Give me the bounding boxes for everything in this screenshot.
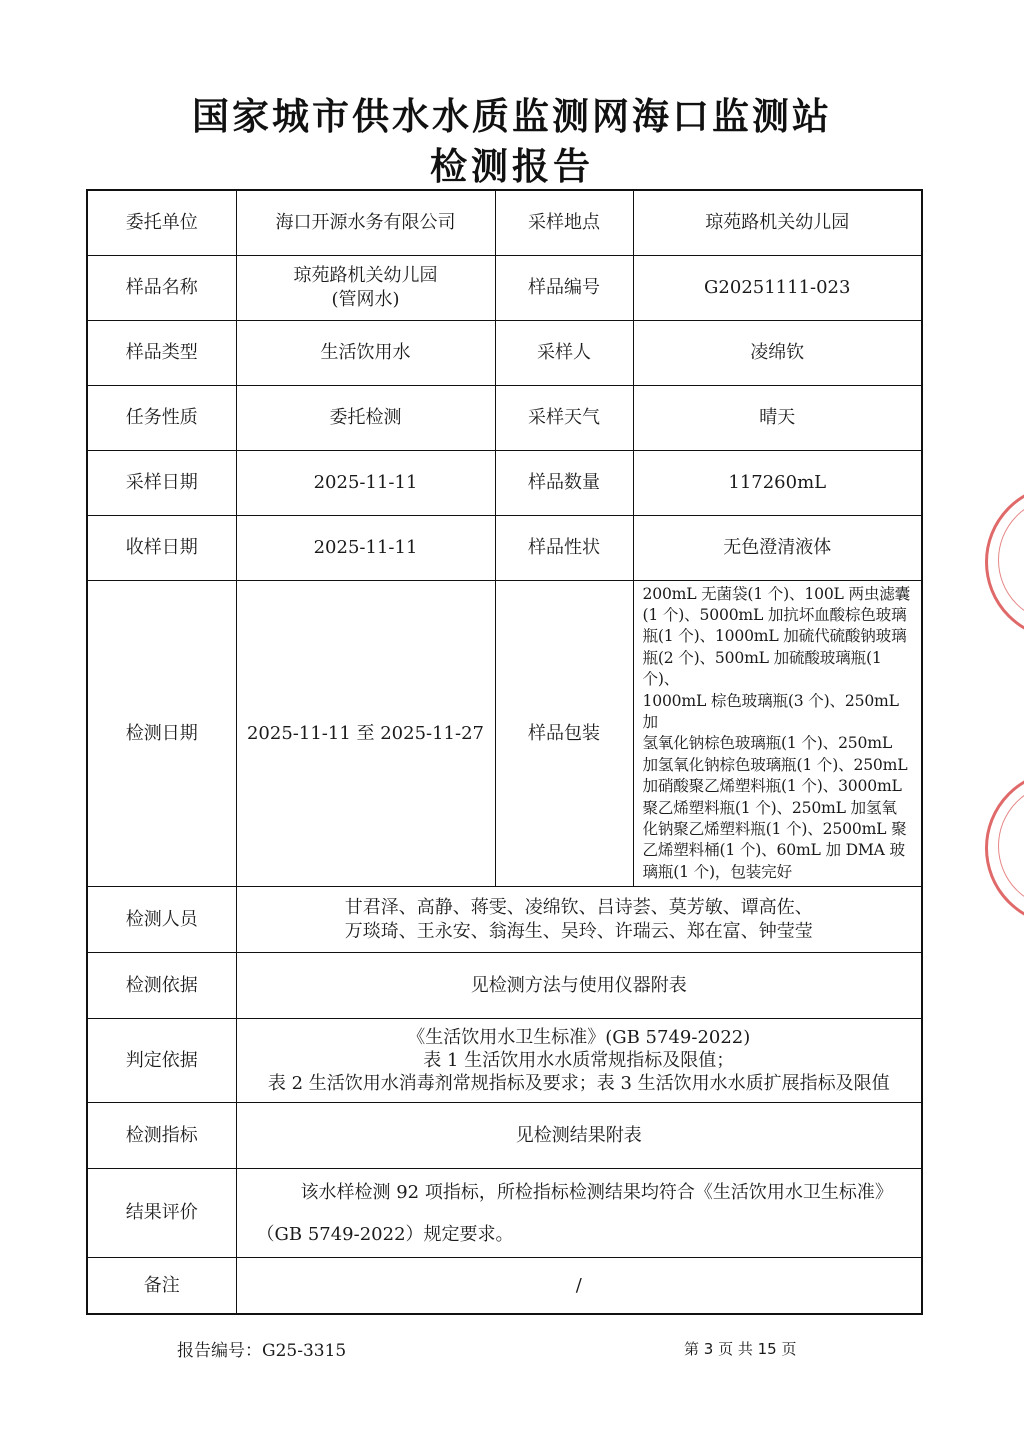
packaging-line: 加硝酸聚乙烯塑料瓶(1 个)、3000mL xyxy=(642,777,902,796)
packaging-line: (1 个)、5000mL 加抗坏血酸棕色玻璃 xyxy=(642,605,907,624)
packaging-label: 样品包装 xyxy=(495,580,633,887)
judgement-label: 判定依据 xyxy=(87,1019,236,1103)
task-value: 委托检测 xyxy=(236,385,495,450)
sampler-value: 凌绵钦 xyxy=(633,320,922,385)
table-row xyxy=(87,450,922,515)
client-value: 海口开源水务有限公司 xyxy=(236,190,495,255)
table-row xyxy=(87,953,922,1019)
sample-type-label: 样品类型 xyxy=(87,320,236,385)
judgement-value xyxy=(236,1019,922,1103)
site-value: 琼苑路机关幼儿园 xyxy=(633,190,922,255)
table-row xyxy=(87,190,922,255)
testers-line2: 万琰琦、王永安、翁海生、吴玲、许瑞云、郑在富、钟莹莹 xyxy=(344,920,813,942)
appearance-value: 无色澄清液体 xyxy=(633,515,922,580)
result-line1: 该水样检测 92 项指标，所检指标检测结果均符合《生活饮用水卫生标准》 xyxy=(300,1182,893,1204)
appearance-label: 样品性状 xyxy=(495,515,633,580)
sample-name-line2: (管网水) xyxy=(331,288,400,310)
judgement-line2: 表 1 生活饮用水水质常规指标及限值； xyxy=(423,1049,735,1071)
judgement-line3: 表 2 生活饮用水消毒剂常规指标及要求；表 3 生活饮用水水质扩展指标及限值 xyxy=(267,1073,890,1095)
table-row xyxy=(87,385,922,450)
sampling-date-label: 采样日期 xyxy=(87,450,236,515)
packaging-line: 璃瓶(1 个)，包装完好 xyxy=(642,862,792,881)
testers-line1: 甘君泽、高静、蒋雯、凌绵钦、吕诗荟、莫芳敏、谭高佐、 xyxy=(344,897,813,919)
receipt-date-label: 收样日期 xyxy=(87,515,236,580)
sample-name-value xyxy=(236,255,495,320)
packaging-line: 化钠聚乙烯塑料瓶(1 个)、2500mL 聚 xyxy=(642,819,907,838)
table-row xyxy=(87,1103,922,1169)
quantity-label: 样品数量 xyxy=(495,450,633,515)
table-row xyxy=(87,255,922,320)
page-info: 第 3 页 共 15 页 xyxy=(684,1340,797,1358)
report-title: 国家城市供水水质监测网海口监测站 xyxy=(192,95,832,138)
testers-value xyxy=(236,887,922,953)
packaging-line: 瓶(2 个)、500mL 加硫酸玻璃瓶(1 个)、 xyxy=(642,648,882,689)
indicators-value: 见检测结果附表 xyxy=(236,1103,922,1169)
table-row xyxy=(87,580,922,887)
indicators-label: 检测指标 xyxy=(87,1103,236,1169)
official-seal-icon xyxy=(985,484,1024,640)
judgement-line1: 《生活饮用水卫生标准》(GB 5749-2022) xyxy=(407,1026,751,1048)
weather-label: 采样天气 xyxy=(495,385,633,450)
packaging-line: 瓶(1 个)、1000mL 加硫代硫酸钠玻璃 xyxy=(642,627,907,646)
site-label: 采样地点 xyxy=(495,190,633,255)
client-label: 委托单位 xyxy=(87,190,236,255)
result-line2: （GB 5749-2022）规定要求。 xyxy=(256,1224,514,1246)
sample-no-label: 样品编号 xyxy=(495,255,633,320)
basis-label: 检测依据 xyxy=(87,953,236,1019)
table-row xyxy=(87,887,922,953)
packaging-line: 氢氧化钠棕色玻璃瓶(1 个)、250mL xyxy=(642,734,892,753)
sample-no-value: G20251111-023 xyxy=(633,255,922,320)
task-label: 任务性质 xyxy=(87,385,236,450)
packaging-line: 加氢氧化钠棕色玻璃瓶(1 个)、250mL xyxy=(642,755,908,774)
test-date-label: 检测日期 xyxy=(87,580,236,887)
test-date-value: 2025-11-11 至 2025-11-27 xyxy=(236,580,495,887)
result-label: 结果评价 xyxy=(87,1169,236,1258)
table-row xyxy=(87,320,922,385)
sampling-date-value: 2025-11-11 xyxy=(236,450,495,515)
report-subtitle: 检测报告 xyxy=(430,145,594,188)
report-number: 报告编号：G25-3315 xyxy=(177,1341,347,1361)
testers-label: 检测人员 xyxy=(87,887,236,953)
weather-value: 晴天 xyxy=(633,385,922,450)
quantity-value: 117260mL xyxy=(633,450,922,515)
packaging-line: 聚乙烯塑料瓶(1 个)、250mL 加氢氧 xyxy=(642,798,897,817)
packaging-value xyxy=(633,580,922,887)
sample-type-value: 生活饮用水 xyxy=(236,320,495,385)
sample-name-line1: 琼苑路机关幼儿园 xyxy=(293,265,438,287)
packaging-line: 乙烯塑料桶(1 个)、60mL 加 DMA 玻 xyxy=(642,841,905,860)
basis-value: 见检测方法与使用仪器附表 xyxy=(236,953,922,1019)
official-seal-icon xyxy=(985,770,1024,926)
receipt-date-value: 2025-11-11 xyxy=(236,515,495,580)
remark-value: / xyxy=(236,1258,922,1314)
table-row xyxy=(87,1019,922,1103)
table-row xyxy=(87,515,922,580)
report-table xyxy=(86,189,923,1315)
result-value xyxy=(236,1169,922,1258)
packaging-line: 200mL 无菌袋(1 个)、100L 两虫滤囊 xyxy=(642,584,911,603)
table-row xyxy=(87,1169,922,1258)
table-row xyxy=(87,1258,922,1314)
packaging-line: 1000mL 棕色玻璃瓶(3 个)、250mL 加 xyxy=(642,691,899,731)
sample-name-label: 样品名称 xyxy=(87,255,236,320)
remark-label: 备注 xyxy=(87,1258,236,1314)
sampler-label: 采样人 xyxy=(495,320,633,385)
